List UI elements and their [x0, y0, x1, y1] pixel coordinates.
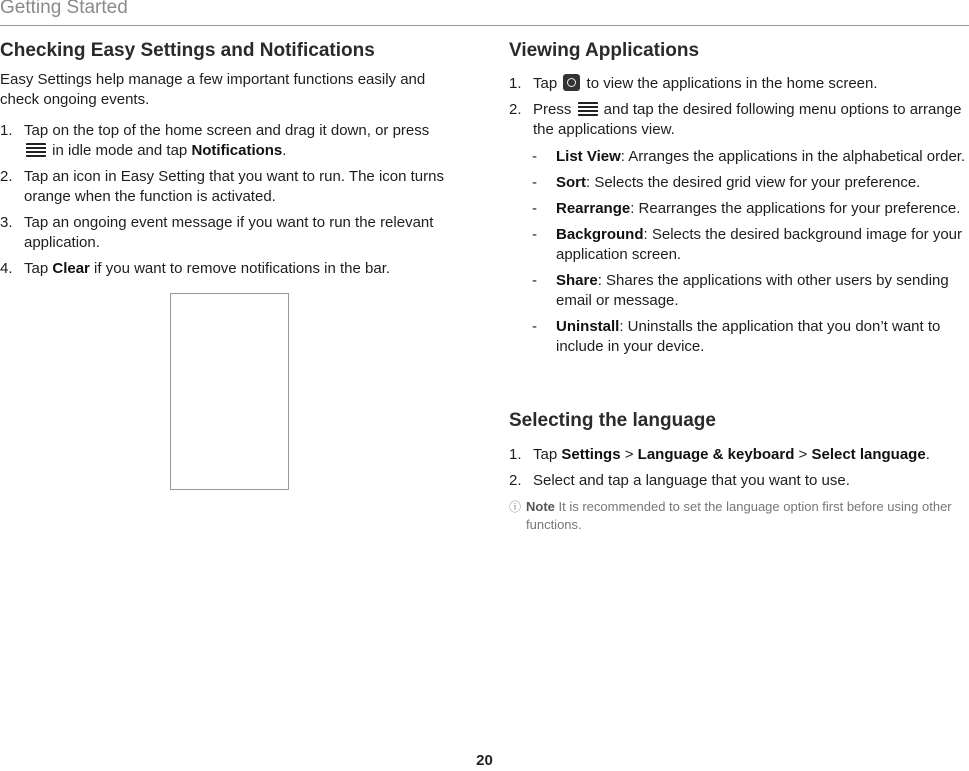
- note-block: [509, 498, 969, 534]
- list-item: - List View: Arranges the applications in the alphabetical order.: [532, 148, 966, 165]
- menu-icon: [26, 143, 46, 157]
- list-item: - Share: Shares the applications with other users by sending email or message.: [532, 272, 949, 309]
- list-item: - Background: Selects the desired background image for your application screen.: [532, 226, 963, 263]
- list-item: 2. Press and tap the desired following menu options to arrange the applications view.: [509, 101, 962, 138]
- page-number: 20: [476, 752, 493, 769]
- list-item: 3. Tap an ongoing event message if you want to run the relevant application.: [0, 214, 434, 251]
- menu-options-list: [532, 147, 969, 357]
- list-item: 1. Tap to view the applications in the home screen.: [509, 75, 878, 92]
- section-title-selecting-language: Selecting the language: [509, 410, 716, 431]
- note-text: It is recommended to set the language option first before using other functions.: [526, 499, 952, 532]
- intro-paragraph: Easy Settings help manage a few important functions easily and check ongoing events.: [0, 71, 426, 108]
- list-item: - Uninstall: Uninstalls the application that you don’t want to include in your device.: [532, 318, 941, 355]
- phone-screenshot-placeholder: [170, 293, 289, 490]
- easy-settings-steps: [0, 121, 445, 279]
- list-item: 1. Tap on the top of the home screen and drag it down, or press in idle mode and tap Notifications.: [0, 122, 430, 159]
- language-steps: [509, 445, 969, 491]
- list-item: 2. Tap an icon in Easy Setting that you want to run. The icon turns orange when the function is activated.: [0, 168, 444, 205]
- header-rule: [0, 25, 969, 26]
- note-label: Note: [526, 499, 555, 514]
- running-header: Getting Started: [0, 0, 128, 18]
- apps-icon: [563, 74, 580, 91]
- list-item: 2. Select and tap a language that you want to use.: [509, 472, 850, 489]
- list-item: 1. Tap Settings > Language & keyboard > Select language.: [509, 446, 930, 463]
- list-item: 4. Tap Clear if you want to remove notifications in the bar.: [0, 260, 391, 277]
- list-item: - Sort: Selects the desired grid view for your preference.: [532, 174, 921, 191]
- list-item: - Rearrange: Rearranges the applications for your preference.: [532, 200, 961, 217]
- info-icon: ⓘ: [509, 500, 522, 514]
- section-title-easy-settings: Checking Easy Settings and Notifications: [0, 40, 375, 61]
- viewing-steps: [509, 74, 969, 140]
- menu-icon: [578, 102, 598, 116]
- section-title-viewing-applications: Viewing Applications: [509, 40, 700, 61]
